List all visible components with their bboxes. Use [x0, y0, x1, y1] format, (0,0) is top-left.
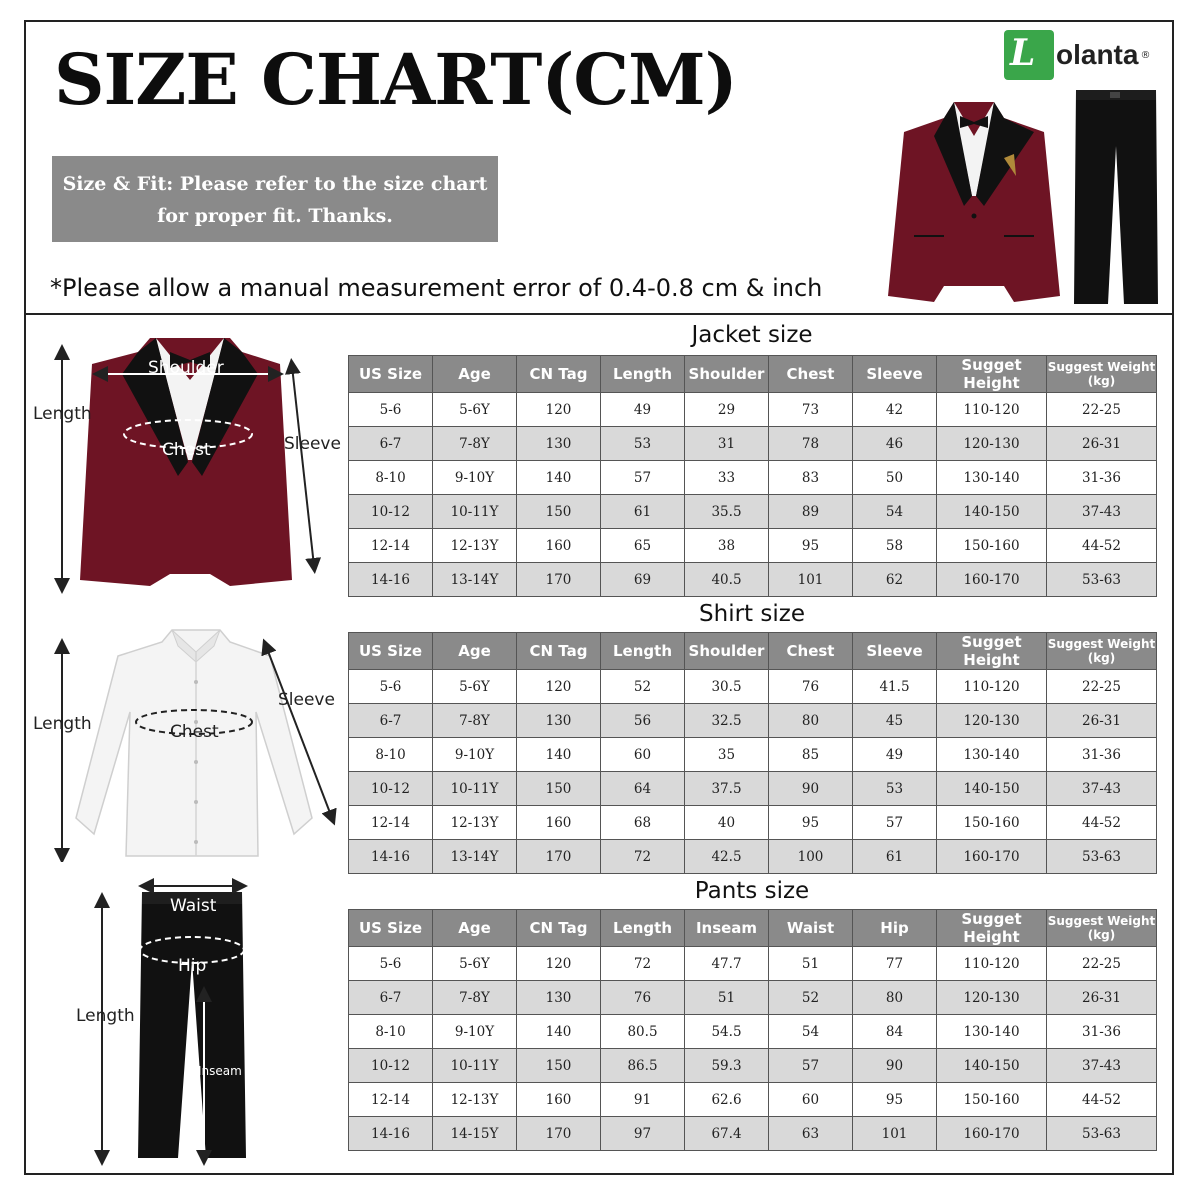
- table-row: [349, 393, 1157, 427]
- table-cell: 45: [853, 704, 937, 738]
- table-cell: 14-16: [349, 563, 433, 597]
- brand-registered: ®: [1140, 49, 1151, 61]
- table-cell: 52: [601, 670, 685, 704]
- table-cell: 90: [769, 772, 853, 806]
- table-row: [349, 947, 1157, 981]
- table-cell: 31: [685, 427, 769, 461]
- column-header: Length: [601, 356, 685, 393]
- table-cell: 14-15Y: [433, 1117, 517, 1151]
- table-cell: 14-16: [349, 1117, 433, 1151]
- table-cell: 84: [853, 1015, 937, 1049]
- pants-size-table: [348, 909, 1157, 1151]
- table-cell: 30.5: [685, 670, 769, 704]
- table-cell: 160-170: [937, 840, 1047, 874]
- table-cell: 6-7: [349, 427, 433, 461]
- shirt-size-table: [348, 632, 1157, 874]
- table-cell: 65: [601, 529, 685, 563]
- table-row: [349, 1117, 1157, 1151]
- table-cell: 110-120: [937, 670, 1047, 704]
- table-cell: 44-52: [1047, 1083, 1157, 1117]
- table-cell: 68: [601, 806, 685, 840]
- table-cell: 26-31: [1047, 981, 1157, 1015]
- table-cell: 53-63: [1047, 840, 1157, 874]
- table-cell: 90: [853, 1049, 937, 1083]
- table-cell: 150-160: [937, 806, 1047, 840]
- table-cell: 22-25: [1047, 670, 1157, 704]
- table-cell: 44-52: [1047, 529, 1157, 563]
- table-cell: 170: [517, 1117, 601, 1151]
- table-cell: 9-10Y: [433, 1015, 517, 1049]
- table-cell: 170: [517, 563, 601, 597]
- table-cell: 6-7: [349, 981, 433, 1015]
- table-cell: 12-13Y: [433, 806, 517, 840]
- table-cell: 91: [601, 1083, 685, 1117]
- jacket-chest-label: Chest: [162, 440, 211, 460]
- table-cell: 160: [517, 529, 601, 563]
- table-cell: 12-14: [349, 1083, 433, 1117]
- table-cell: 60: [601, 738, 685, 772]
- pants-hip-label: Hip: [178, 956, 207, 976]
- table-cell: 5-6: [349, 393, 433, 427]
- table-cell: 120-130: [937, 704, 1047, 738]
- table-cell: 13-14Y: [433, 563, 517, 597]
- header-divider: [24, 313, 1174, 315]
- column-header: Hip: [853, 910, 937, 947]
- table-cell: 52: [769, 981, 853, 1015]
- table-cell: 26-31: [1047, 427, 1157, 461]
- table-cell: 35: [685, 738, 769, 772]
- table-cell: 95: [769, 529, 853, 563]
- table-row: [349, 563, 1157, 597]
- table-cell: 37.5: [685, 772, 769, 806]
- table-cell: 7-8Y: [433, 704, 517, 738]
- page-title: SIZE CHART(CM): [54, 38, 737, 121]
- table-row: [349, 806, 1157, 840]
- table-cell: 50: [853, 461, 937, 495]
- pants-table-title: Pants size: [694, 878, 810, 904]
- table-cell: 130-140: [937, 738, 1047, 772]
- table-cell: 13-14Y: [433, 840, 517, 874]
- table-cell: 47.7: [685, 947, 769, 981]
- table-cell: 76: [769, 670, 853, 704]
- table-cell: 130: [517, 981, 601, 1015]
- column-header: Length: [601, 910, 685, 947]
- table-cell: 53: [853, 772, 937, 806]
- table-header-row: [349, 356, 1157, 393]
- brand-logo: [1004, 30, 1150, 80]
- pants-length-label: Length: [76, 1006, 135, 1026]
- table-cell: 10-11Y: [433, 1049, 517, 1083]
- column-header: Age: [433, 633, 517, 670]
- table-cell: 130: [517, 704, 601, 738]
- table-cell: 37-43: [1047, 772, 1157, 806]
- column-header: Chest: [769, 356, 853, 393]
- table-row: [349, 738, 1157, 772]
- table-row: [349, 1083, 1157, 1117]
- table-cell: 120: [517, 947, 601, 981]
- pants-product-image: [1072, 86, 1160, 306]
- table-cell: 140-150: [937, 772, 1047, 806]
- fit-line-1: Size & Fit: Please refer to the size chart: [62, 173, 488, 195]
- column-header: Age: [433, 910, 517, 947]
- column-header: Length: [601, 633, 685, 670]
- table-cell: 53: [601, 427, 685, 461]
- table-cell: 63: [769, 1117, 853, 1151]
- column-header: US Size: [349, 910, 433, 947]
- shirt-length-label: Length: [33, 714, 92, 734]
- table-cell: 42.5: [685, 840, 769, 874]
- table-cell: 9-10Y: [433, 461, 517, 495]
- table-cell: 6-7: [349, 704, 433, 738]
- table-cell: 160: [517, 1083, 601, 1117]
- column-header: CN Tag: [517, 633, 601, 670]
- jacket-size-table: [348, 355, 1157, 597]
- table-cell: 95: [853, 1083, 937, 1117]
- table-cell: 22-25: [1047, 393, 1157, 427]
- shirt-diagram: [30, 622, 350, 862]
- column-header: US Size: [349, 633, 433, 670]
- table-cell: 97: [601, 1117, 685, 1151]
- table-cell: 54.5: [685, 1015, 769, 1049]
- table-cell: 54: [769, 1015, 853, 1049]
- table-header-row: [349, 910, 1157, 947]
- table-cell: 31-36: [1047, 738, 1157, 772]
- table-cell: 101: [853, 1117, 937, 1151]
- table-row: [349, 704, 1157, 738]
- table-cell: 80: [853, 981, 937, 1015]
- jacket-table-title: Jacket size: [691, 322, 813, 348]
- table-row: [349, 981, 1157, 1015]
- column-header: Suggest Weight (kg): [1047, 910, 1157, 947]
- table-cell: 89: [769, 495, 853, 529]
- table-cell: 130-140: [937, 461, 1047, 495]
- table-cell: 85: [769, 738, 853, 772]
- column-header: CN Tag: [517, 356, 601, 393]
- brand-logo-icon: L: [1004, 30, 1054, 80]
- table-cell: 37-43: [1047, 1049, 1157, 1083]
- table-cell: 26-31: [1047, 704, 1157, 738]
- table-cell: 150: [517, 1049, 601, 1083]
- table-cell: 35.5: [685, 495, 769, 529]
- table-cell: 32.5: [685, 704, 769, 738]
- table-cell: 51: [685, 981, 769, 1015]
- table-cell: 12-14: [349, 806, 433, 840]
- table-cell: 120-130: [937, 981, 1047, 1015]
- table-cell: 33: [685, 461, 769, 495]
- jacket-sleeve-label: Sleeve: [284, 434, 341, 454]
- table-cell: 150-160: [937, 1083, 1047, 1117]
- table-cell: 140: [517, 461, 601, 495]
- column-header: Sleeve: [853, 633, 937, 670]
- table-cell: 140: [517, 1015, 601, 1049]
- table-cell: 120: [517, 393, 601, 427]
- table-cell: 5-6: [349, 947, 433, 981]
- table-cell: 120-130: [937, 427, 1047, 461]
- table-row: [349, 670, 1157, 704]
- table-cell: 101: [769, 563, 853, 597]
- table-row: [349, 1049, 1157, 1083]
- table-cell: 140-150: [937, 495, 1047, 529]
- shirt-table-title: Shirt size: [699, 601, 805, 627]
- measurement-note: *Please allow a manual measurement error of 0.4-0.8 cm & inch: [50, 274, 823, 302]
- table-cell: 56: [601, 704, 685, 738]
- table-row: [349, 427, 1157, 461]
- column-header: Age: [433, 356, 517, 393]
- jacket-length-label: Length: [33, 404, 92, 424]
- fit-line-2: for proper fit. Thanks.: [157, 205, 393, 227]
- table-cell: 40: [685, 806, 769, 840]
- shirt-diagram-svg: [30, 622, 350, 862]
- table-cell: 29: [685, 393, 769, 427]
- table-cell: 72: [601, 840, 685, 874]
- table-row: [349, 461, 1157, 495]
- table-cell: 22-25: [1047, 947, 1157, 981]
- table-cell: 83: [769, 461, 853, 495]
- size-fit-box: [52, 156, 498, 242]
- table-cell: 80.5: [601, 1015, 685, 1049]
- table-cell: 8-10: [349, 738, 433, 772]
- table-cell: 7-8Y: [433, 981, 517, 1015]
- column-header: Shoulder: [685, 356, 769, 393]
- table-cell: 120: [517, 670, 601, 704]
- table-cell: 160: [517, 806, 601, 840]
- table-row: [349, 772, 1157, 806]
- table-cell: 12-14: [349, 529, 433, 563]
- table-cell: 10-12: [349, 495, 433, 529]
- table-cell: 14-16: [349, 840, 433, 874]
- column-header: Suggest Weight (kg): [1047, 633, 1157, 670]
- table-cell: 110-120: [937, 947, 1047, 981]
- column-header: Waist: [769, 910, 853, 947]
- table-cell: 110-120: [937, 393, 1047, 427]
- table-cell: 57: [769, 1049, 853, 1083]
- table-cell: 95: [769, 806, 853, 840]
- jacket-product-image: [884, 96, 1064, 302]
- table-cell: 10-11Y: [433, 495, 517, 529]
- table-cell: 150-160: [937, 529, 1047, 563]
- table-cell: 5-6: [349, 670, 433, 704]
- table-cell: 38: [685, 529, 769, 563]
- table-cell: 49: [853, 738, 937, 772]
- table-cell: 61: [601, 495, 685, 529]
- column-header: Sleeve: [853, 356, 937, 393]
- table-cell: 7-8Y: [433, 427, 517, 461]
- table-cell: 49: [601, 393, 685, 427]
- table-cell: 72: [601, 947, 685, 981]
- table-cell: 12-13Y: [433, 529, 517, 563]
- table-cell: 10-12: [349, 772, 433, 806]
- table-cell: 41.5: [853, 670, 937, 704]
- table-cell: 160-170: [937, 1117, 1047, 1151]
- jacket-shoulder-label: Shoulder: [148, 358, 224, 378]
- table-row: [349, 495, 1157, 529]
- table-cell: 12-13Y: [433, 1083, 517, 1117]
- column-header: Sugget Height: [937, 356, 1047, 393]
- table-cell: 64: [601, 772, 685, 806]
- table-cell: 77: [853, 947, 937, 981]
- table-cell: 46: [853, 427, 937, 461]
- table-cell: 78: [769, 427, 853, 461]
- table-cell: 150: [517, 495, 601, 529]
- table-cell: 5-6Y: [433, 947, 517, 981]
- table-cell: 31-36: [1047, 461, 1157, 495]
- table-cell: 69: [601, 563, 685, 597]
- table-cell: 62: [853, 563, 937, 597]
- table-cell: 73: [769, 393, 853, 427]
- table-row: [349, 840, 1157, 874]
- table-cell: 140-150: [937, 1049, 1047, 1083]
- table-cell: 60: [769, 1083, 853, 1117]
- table-cell: 150: [517, 772, 601, 806]
- table-cell: 51: [769, 947, 853, 981]
- column-header: Sugget Height: [937, 633, 1047, 670]
- pants-waist-label: Waist: [170, 896, 217, 916]
- table-cell: 8-10: [349, 1015, 433, 1049]
- table-cell: 80: [769, 704, 853, 738]
- table-cell: 76: [601, 981, 685, 1015]
- table-cell: 5-6Y: [433, 670, 517, 704]
- table-cell: 10-12: [349, 1049, 433, 1083]
- pants-inseam-label: Inseam: [198, 1064, 242, 1078]
- table-cell: 5-6Y: [433, 393, 517, 427]
- table-cell: 86.5: [601, 1049, 685, 1083]
- column-header: US Size: [349, 356, 433, 393]
- table-cell: 140: [517, 738, 601, 772]
- table-cell: 53-63: [1047, 563, 1157, 597]
- table-cell: 61: [853, 840, 937, 874]
- column-header: Suggest Weight (kg): [1047, 356, 1157, 393]
- table-cell: 160-170: [937, 563, 1047, 597]
- table-cell: 67.4: [685, 1117, 769, 1151]
- table-row: [349, 529, 1157, 563]
- shirt-sleeve-label: Sleeve: [278, 690, 335, 710]
- column-header: CN Tag: [517, 910, 601, 947]
- jacket-diagram: [30, 330, 350, 600]
- brand-name: olanta: [1056, 39, 1139, 70]
- table-cell: 62.6: [685, 1083, 769, 1117]
- table-cell: 53-63: [1047, 1117, 1157, 1151]
- shirt-chest-label: Chest: [170, 722, 219, 742]
- table-header-row: [349, 633, 1157, 670]
- table-row: [349, 1015, 1157, 1049]
- table-cell: 31-36: [1047, 1015, 1157, 1049]
- table-cell: 130-140: [937, 1015, 1047, 1049]
- table-cell: 44-52: [1047, 806, 1157, 840]
- column-header: Inseam: [685, 910, 769, 947]
- table-cell: 100: [769, 840, 853, 874]
- table-cell: 170: [517, 840, 601, 874]
- table-cell: 37-43: [1047, 495, 1157, 529]
- table-cell: 59.3: [685, 1049, 769, 1083]
- table-cell: 8-10: [349, 461, 433, 495]
- table-cell: 58: [853, 529, 937, 563]
- column-header: Shoulder: [685, 633, 769, 670]
- table-cell: 40.5: [685, 563, 769, 597]
- table-cell: 57: [601, 461, 685, 495]
- table-cell: 42: [853, 393, 937, 427]
- column-header: Chest: [769, 633, 853, 670]
- column-header: Sugget Height: [937, 910, 1047, 947]
- table-cell: 130: [517, 427, 601, 461]
- table-cell: 9-10Y: [433, 738, 517, 772]
- table-cell: 10-11Y: [433, 772, 517, 806]
- table-cell: 57: [853, 806, 937, 840]
- pants-diagram: [70, 876, 350, 1166]
- table-cell: 54: [853, 495, 937, 529]
